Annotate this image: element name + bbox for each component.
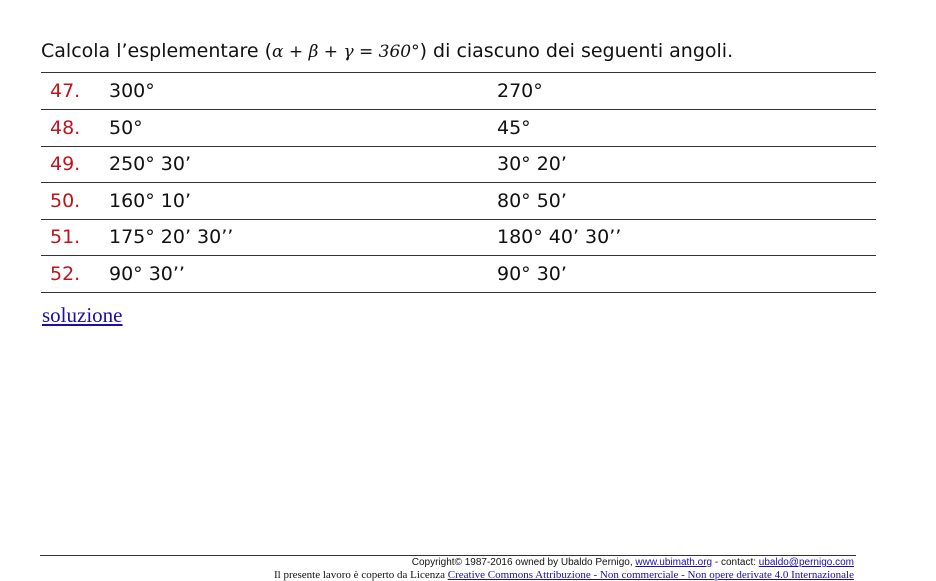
exercise-number: 51.	[50, 226, 81, 248]
solution-link[interactable]: soluzione	[42, 303, 123, 327]
exercise-number: 50.	[50, 190, 81, 212]
instruction-suffix: ) di ciascuno dei seguenti angoli.	[419, 40, 734, 62]
exercise-row	[41, 146, 876, 182]
exercise-row	[41, 219, 876, 255]
angle-a: 175° 20’ 30’’	[109, 226, 234, 248]
angle-b: 30° 20’	[497, 153, 567, 175]
table-bottom-rule	[41, 292, 876, 293]
exercise-row	[41, 256, 876, 292]
license-prefix: Il presente lavoro è coperto da Licenza	[273, 569, 448, 581]
email-link[interactable]: ubaldo@pernigo.com	[758, 557, 854, 568]
angle-a: 50°	[109, 117, 143, 139]
footer-copyright	[412, 557, 854, 569]
angle-a: 90° 30’’	[109, 263, 185, 285]
angle-b: 45°	[497, 117, 531, 139]
footer-rule	[40, 555, 856, 556]
exercise-number: 49.	[50, 153, 81, 175]
exercise-row	[41, 110, 876, 146]
license-link[interactable]: Creative Commons Attribuzione - Non commerciale - Non opere derivate 4.0 Internazionale	[447, 569, 854, 581]
angle-a: 250° 30’	[109, 153, 192, 175]
angle-b: 90° 30’	[497, 263, 567, 285]
angle-a: 300°	[109, 80, 155, 102]
exercise-row	[41, 73, 876, 109]
angle-b: 80° 50’	[497, 190, 567, 212]
copyright-text: Copyright© 1987-2016 owned by Ubaldo Pernigo,	[411, 557, 636, 568]
contact-label: - contact:	[712, 557, 759, 568]
instruction-prefix: Calcola l’esplementare (	[41, 40, 273, 62]
site-link[interactable]: www.ubimath.org	[635, 557, 713, 568]
exercise-number: 47.	[50, 80, 81, 102]
angle-b: 270°	[497, 80, 543, 102]
angle-sum-formula: α + β + γ = 360°	[272, 42, 420, 62]
footer-license	[274, 569, 854, 581]
exercise-number: 52.	[50, 263, 81, 285]
angle-b: 180° 40’ 30’’	[497, 226, 622, 248]
angle-a: 160° 10’	[109, 190, 192, 212]
exercise-number: 48.	[50, 117, 81, 139]
instruction-text	[41, 38, 881, 65]
exercise-row	[41, 183, 876, 219]
